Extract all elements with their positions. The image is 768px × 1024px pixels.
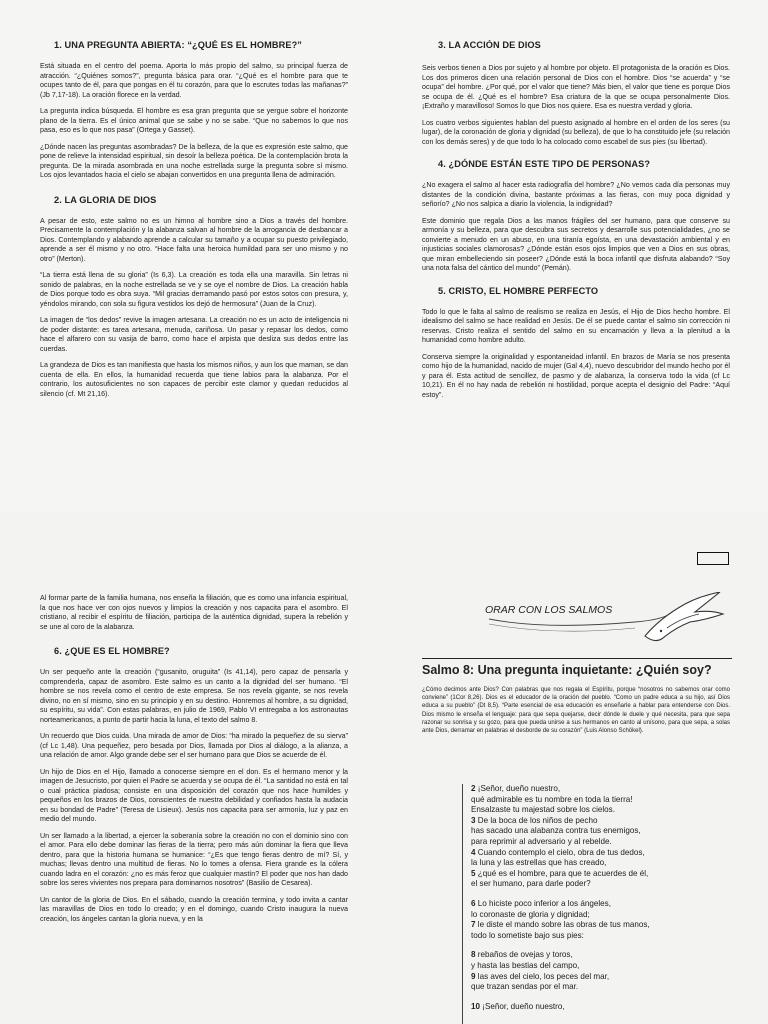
verse-text: y hasta las bestias del campo, [471, 960, 580, 970]
section-3-paragraph-1: Seis verbos tienen a Dios por sujeto y al hombre por objeto. El protagonista de la oración es Dios. Los dos primeros dicen una relación personal de Dios con el hombre. Dios “se acuerda” y “se ocupa” del hombre. ¿Por qué, por el valor que tiene? Más bien, el valor que tiene es porque Dios se ocupa de él. ¿Qué es el hombre? Esa criatura de la que se ocupa personalmente Dios. ¡Extraño y maravilloso! Somos lo que Dios nos quiere. Esa es nuestra verdad y gloria. [422, 64, 730, 110]
bird-logo-icon [485, 592, 735, 652]
psalm-verse-line [471, 1002, 721, 1013]
section-1-paragraph-1: Está situada en el centro del poema. Aporta lo más propio del salmo, su principal fuerza de atracción. “¿Quiénes somos?”, pregunta básica para orar. “¿Qué es el hombre para que te ocupes tanto de él, para que pongas en él tu corazón, para que lo escrutes todas las mañanas?” (Jb 7,17-18). La oración florece en la verdad. [40, 62, 348, 99]
verse-text: para reprimir al adversario y al rebelde. [471, 836, 612, 846]
verse-text: todo lo sometiste bajo sus pies: [471, 930, 584, 940]
psalm-intro [422, 686, 730, 735]
stanza-gap [471, 890, 721, 899]
section-6-paragraph-1: Un ser pequeño ante la creación (“gusanito, oruguita” (Is 41,14), pero capaz de pensarla y comprenderla, capaz de asombro. Este salmo es un canto a la dignidad del ser humano. “El hombre se nos revela como el centro de este empresa. Se nos revela gigante, se nos revela divino, no en sí mismo, sino en su principio y en su destino. Honremos al hombre, a su dignidad, su espíritu, su vida”. Con estas palabras, en julio de 1969, Pablo VI entregaba a los astronautas norteamericanos, a punto de partir hacia la luna, el texto del salmo 8. [40, 668, 348, 724]
bottom-left-column [40, 594, 348, 1024]
psalm-verse-line [471, 950, 721, 961]
psalm-verse-line [471, 816, 721, 827]
section-6-paragraph-2: Un recuerdo que Dios cuida. Una mirada de amor de Dios: “ha mirado la pequeñez de su sierva” (cf Lc 1,48). Una pequeñez, pero besada por Dios, llamada por Dios al diálogo, a la alianza, a una relación de amor. Algo grande debe ser el ser humano para que Dios se acuerde de él. [40, 732, 348, 759]
psalm-verse-line [471, 784, 721, 795]
section-2-paragraph-2: “La tierra está llena de su gloria” (Is 6,3). La creación es toda ella una maravilla. Sin letras ni sonido de palabras, en la noche estrellada se ve y se oye el nombre de Dios. La creación habla de Dios porque todo es obra suya. “Mil gracias derramando pasó por estos sotos con presura, y, yéndolos mirando, con sola su figura vestidos los dejó de hermosura” (Juan de la Cruz). [40, 271, 348, 308]
section-1-paragraph-2: La pregunta indica búsqueda. El hombre es esa gran pregunta que se yergue sobre el horizonte plano de la tierra. Es el único animal que se sabe y no se sabe. “Que no sabemos lo que nos pasa, eso es lo que nos pasa” (Ortega y Gasset). [40, 107, 348, 134]
section-5-title: 5. CRISTO, EL HOMBRE PERFECTO [438, 285, 599, 296]
psalm-verse-line [471, 920, 721, 931]
verse-text: Lo hiciste poco inferior a los ángeles, [475, 898, 611, 908]
bottom-spread [0, 512, 768, 1024]
verse-text: ¡Señor, dueño nuestro, [475, 784, 561, 793]
section-3-paragraph-2: Los cuatro verbos siguientes hablan del puesto asignado al hombre en el orden de los seres (su lugar), de la coronación de gloria y dignidad (su belleza), de que lo ha constituido jefe (su relación con los demás seres) y de que todo lo ha colocado como escabel de sus pies (su libertad). [422, 118, 730, 146]
section-4-title: 4. ¿DÓNDE ESTÁN ESTE TIPO DE PERSONAS? [438, 159, 651, 169]
verse-text: que trazan sendas por el mar. [471, 982, 579, 992]
psalm-verse-line [471, 961, 721, 972]
verse-number: 8 [471, 950, 476, 960]
section-6-paragraph-5: Un cantor de la gloria de Dios. En el sábado, cuando la creación termina, y todo invita a cantar las maravillas de Dios en todo lo creado; y en el domingo, cuando Cristo inaugura la nueva creación, los ángeles cantan la gloria nueva, y en la [40, 895, 348, 923]
psalm-verse-line [471, 931, 721, 942]
psalm-verse-line [471, 879, 721, 890]
verse-number: 10 [471, 1001, 481, 1011]
verse-text: rebaños de ovejas y toros, [475, 950, 573, 960]
top-left-column [40, 40, 348, 510]
page-corner-box [697, 552, 729, 565]
psalm-verse-line [471, 848, 721, 859]
verse-text: el ser humano, para darle poder? [471, 879, 591, 889]
section-6-paragraph-4: Un ser llamado a la libertad, a ejercer la soberanía sobre la creación no con el dominio sino con el amor. Para ello debe dominar las fieras de la tierra; pero más aún dominar la fiera que lleva dentro, para que la historia humana se humanice: “¿Es que tengo fieras dentro de mí? Sí, y muchas; llevas dentro una multitud de fieras. No lo tomes a ofensa. Fiera grande es la cólera cuando ladra en el corazón: ¿no es más feroz que cualquier mastín? El poder que nos han dado sobre los seres vivientes nos prepara para dominarnos nosotros” (Basilio de Cesarea). [40, 831, 348, 887]
section-1-title: 1. UNA PREGUNTA ABIERTA: “¿QUÉ ES EL HOMBRE?” [54, 40, 302, 50]
psalm-verse-line [471, 869, 721, 880]
section-5-paragraph-1: Todo lo que le falta al salmo de realismo se realiza en Jesús, el Hijo de Dios hecho hombre. El idealismo del salmo se hace realidad en Jesús. De él se puede cantar el salmo sin corrección ni reservas. Cristo realiza el sentido del salmo en su encarnación y lleva a la plenitud a la humanidad como hombre adulto. [422, 307, 730, 344]
psalm-verse-line [471, 805, 721, 816]
psalm-verse-line [471, 899, 721, 910]
verse-text: De la boca de los niños de pecho [475, 815, 598, 825]
verse-text: has sacado una alabanza contra tus enemigos, [471, 826, 641, 836]
section-4-paragraph-2: Este dominio que regala Dios a las manos frágiles del ser humano, para que conserve su armonía y su belleza, para que descubra sus secretos y desarrolle sus potencialidades, ¿no se convierte a menudo en un abuso, en una tiranía egoísta, en una devastación ambiental y en injusticias sociales clamorosas? ¿Dónde están esos ojos limpios que ven a Dios en sus obras, que miran embelleciendo sin poseer? ¿Dónde está la boca infantil que disfruta alabando? “Soy una nota falsa del cántico del mundo” (Pemán). [422, 216, 730, 272]
section-2-paragraph-1: A pesar de esto, este salmo no es un himno al hombre sino a Dios a través del hombre. Precisamente la contemplación y la alabanza salvan al hombre de la arrogancia de desbancar a Dios. Contemplando y alabando aprende a calcular su tamaño y a ocupar su puesto privilegiado, aprende a ser él mismo y no otro. “Hace falta una heroica humildad para ser uno mismo y no otro” (Merton). [40, 216, 348, 263]
verse-text: le diste el mando sobre las obras de tus manos, [475, 920, 650, 930]
section-2-paragraph-3: La imagen de “los dedos” revive la imagen artesana. La creación no es un acto de inteligencia ni de poder distante: es tarea artesana, menuda, cariñosa. Un pasar y repasar los dedos, como hace el alfarero con su vasija de barro, como hace el arpista que desliza sus dedos entre las cuerdas. [40, 316, 348, 353]
verse-text: Ensalzaste tu majestad sobre los cielos. [471, 805, 615, 815]
verse-text: Cuando contemplo el cielo, obra de tus dedos, [475, 847, 645, 857]
psalm-verse-line [471, 858, 721, 869]
psalm-verse-line [471, 972, 721, 983]
verse-number: 3 [471, 815, 476, 825]
psalm-verse-line [471, 837, 721, 848]
verse-number: 7 [471, 920, 476, 930]
verse-number: 9 [471, 971, 476, 981]
psalm-title: Salmo 8: Una pregunta inquietante: ¿Quién soy? [422, 658, 732, 677]
intro-paragraph: ¿Cómo decimos ante Dios? Con palabras que nos regala el Espíritu, porque “nosotros no sabemos orar como conviene” (1Cor 8,26). Dios es el educador de la oración del pueblo. “Como un padre educa a su hijo, así Dios educa a su pueblo” (Dt 8,5). “Parte esencial de esa educación es enseñarle a hablar para entenderse con Dios. Dios mismo le enseña el lenguaje: para que sepa quejarse, decir dónde le duele y qué necesita, para que sepa razonar su sonrisa y su gozo, para que pueda unirse a sus hermanos en canto al unísono, para que sepa, a solas ante Dios, derramar en palabras el desborde de su corazón” (Luis Alonso Schökel). [422, 687, 730, 735]
verse-number: 5 [471, 868, 476, 878]
verse-text: lo coronaste de gloria y dignidad; [471, 909, 590, 919]
filiation-paragraph: Al formar parte de la familia humana, nos enseña la filiación, que es como una infancia espiritual, la que nos hace ver con ojos nuevos y limpios la creación y nos capacita para el asombro. El cristiano, al recibir el espíritu de filiación, participa de la auténtica dignidad, supera la rebelión y se une al coro de la alabanza. [40, 594, 348, 631]
section-3-title: 3. LA ACCIÓN DE DIOS [438, 40, 541, 50]
verse-text: ¡Señor, dueño nuestro, [480, 1001, 565, 1011]
section-4-paragraph-1: ¿No exagera el salmo al hacer esta radiografía del hombre? ¿No vemos cada día personas muy distantes de la condición divina, bastante próximas a las fieras, con muy poca dignidad y señorío? ¿No nos salpica a diario la violencia, la indignidad? [422, 181, 730, 208]
section-6-title: 6. ¿QUE ES EL HOMBRE? [54, 646, 170, 656]
verse-number: 6 [471, 898, 476, 908]
psalm-verse-line [471, 826, 721, 837]
section-5-paragraph-2: Conserva siempre la originalidad y espontaneidad infantil. En brazos de María se nos presenta como hijo de la humanidad, nacido de mujer (Gal 4,4), nuevo descubridor del mundo hecho por él y para él. Esta actitud de sencillez, de pasmo y de alabanza, la conserva todo la vida (cf Lc 10,21). En él no hay nada de rebelión ni hostilidad, porque acepta el designio del Padre: “Aquí estoy”. [422, 352, 730, 399]
top-right-column [422, 40, 730, 510]
psalm-verse-line [471, 795, 721, 806]
verse-number: 2 [471, 784, 476, 793]
series-name: ORAR CON LOS SALMOS [485, 604, 613, 616]
verse-text: qué admirable es tu nombre en toda la tierra! [471, 794, 633, 804]
verse-number: 4 [471, 847, 476, 857]
psalm-verse-line [471, 982, 721, 993]
psalm-text-box [462, 784, 721, 1024]
psalm-verse-line [471, 910, 721, 921]
stanza-gap [471, 993, 721, 1002]
stanza-gap [471, 941, 721, 950]
section-6-paragraph-3: Un hijo de Dios en el Hijo, llamado a conocerse siempre en el don. Es el hermano menor y la imagen de Jesucristo, por quien el Padre se acuerda y se ocupa de él. “La santidad no está en tal o cual práctica piadosa; consiste en una disposición del corazón que nos hace humildes y pequeños en los brazos de Dios, conscientes de nuestra debilidad y confiados hasta la audacia en su bondad de Padre” (Teresa de Lisieux). Jesús nos capacita para ser armonía, luz y paz en medio del mundo. [40, 767, 348, 823]
verse-text: las aves del cielo, los peces del mar, [475, 971, 610, 981]
verse-text: ¿qué es el hombre, para que te acuerdes de él, [475, 868, 649, 878]
section-2-title: 2. LA GLORIA DE DIOS [54, 194, 157, 205]
verse-text: la luna y las estrellas que has creado, [471, 858, 607, 868]
section-1-paragraph-3: ¿Dónde nacen las preguntas asombradas? De la belleza, de la que es expresión este salmo, que pone de relieve la intensidad espiritual, sin desoír la belleza poética. De la contemplación brota la pregunta. De la mirada asombrada en una noche estrellada surge la pregunta sobre sí mismo. Los ojos levantados hacia el cielo se abajan convertidos en una pregunta llena de admiración. [40, 142, 348, 179]
section-2-paragraph-4: La grandeza de Dios es tan manifiesta que hasta los mismos niños, y aun los que maman, se dan cuenta de ella. En ellos, la humanidad recuerda que tiene labios para la alabanza. Por el contrario, los autosuficientes no son capaces de percibir este clamor y quedan reducidos al silencio (cf. Mt 21,16). [40, 361, 348, 398]
